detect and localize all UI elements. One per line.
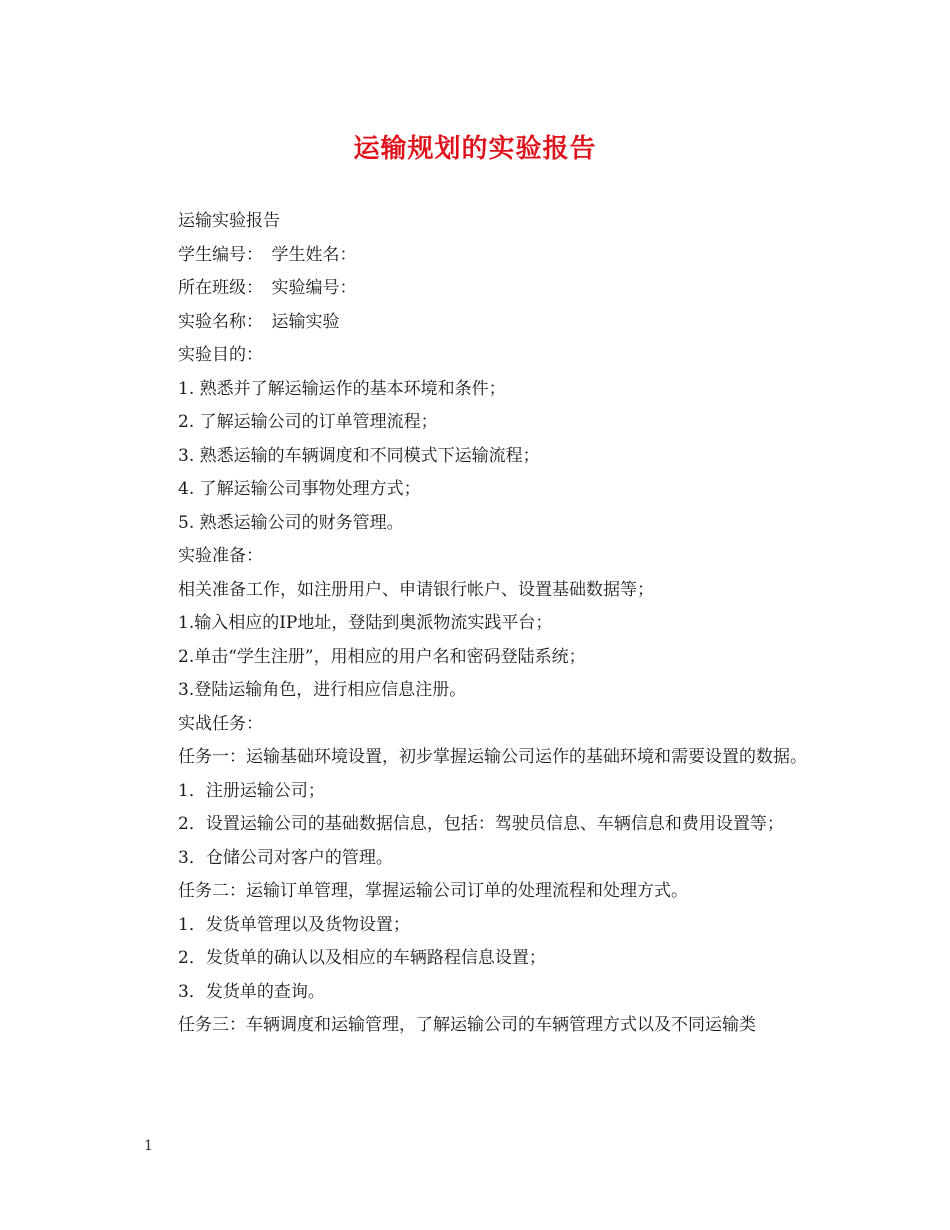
objective-item: 4. 了解运输公司事物处理方式； (178, 479, 421, 499)
preparation-heading: 实验准备： (178, 546, 263, 566)
preparation-text: 相关准备工作，如注册用户、申请银行帐户、设置基础数据等； (178, 579, 654, 600)
task-item: 3．仓储公司对客户的管理。 (178, 847, 393, 868)
task-one-paragraph: 任务一：运输基础环境设置，初步掌握运输公司运作的基础环境和需要设置的数据。 (178, 747, 807, 767)
document-body (142, 205, 814, 1043)
objective-item: 1. 熟悉并了解运输运作的基本环境和条件； (178, 378, 506, 399)
task-three-paragraph: 任务三：车辆调度和运输管理，了解运输公司的车辆管理方式以及不同运输类 (178, 1015, 756, 1035)
class-info-line: 所在班级： 实验编号： (178, 278, 357, 298)
objective-heading: 实验目的： (178, 345, 263, 365)
document-title: 运输规划的实验报告 (353, 134, 597, 164)
preparation-step: 3.登陆运输角色，进行相应信息注册。 (178, 680, 467, 700)
task-two-paragraph: 任务二：运输订单管理，掌握运输公司订单的处理流程和处理方式。 (178, 881, 688, 901)
page-number: 1 (144, 1138, 153, 1154)
tasks-heading: 实战任务： (178, 713, 263, 734)
objective-item: 2. 了解运输公司的订单管理流程； (178, 412, 438, 432)
task-item: 2．发货单的确认以及相应的车辆路程信息设置； (178, 948, 546, 968)
task-item: 3．发货单的查询。 (178, 981, 325, 1002)
experiment-name-line: 实验名称： 运输实验 (178, 311, 340, 332)
report-heading: 运输实验报告 (178, 211, 280, 231)
preparation-step: 2.单击“学生注册”，用相应的用户名和密码登陆系统； (178, 646, 586, 667)
student-info-line: 学生编号： 学生姓名： (178, 244, 357, 265)
task-item: 1．注册运输公司； (178, 780, 325, 801)
preparation-step: 1.输入相应的IP地址，登陆到奥派物流实践平台； (178, 613, 553, 633)
task-item: 1．发货单管理以及货物设置； (178, 914, 410, 935)
objective-item: 5. 熟悉运输公司的财务管理。 (178, 512, 404, 533)
task-item: 2．设置运输公司的基础数据信息，包括：驾驶员信息、车辆信息和费用设置等； (178, 814, 784, 834)
objective-item: 3. 熟悉运输的车辆调度和不同模式下运输流程； (178, 445, 540, 466)
